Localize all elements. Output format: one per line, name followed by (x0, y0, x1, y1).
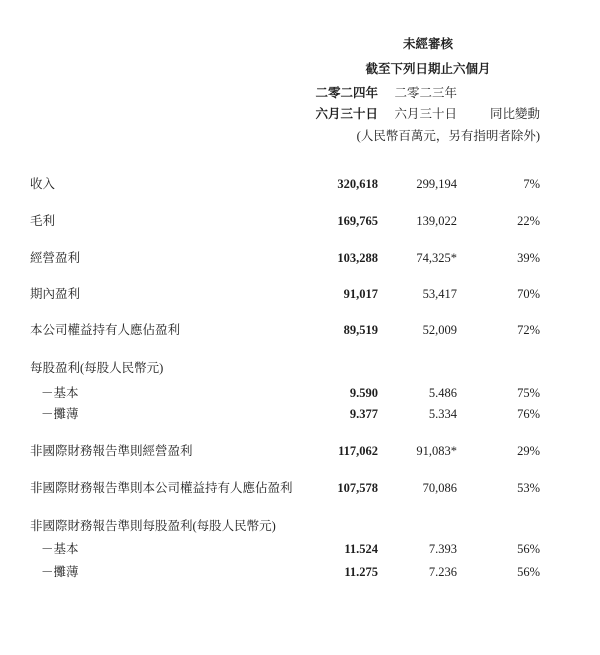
header-spacer (30, 87, 300, 100)
value-2024: 89,519 (343, 323, 378, 337)
table-section-row (30, 520, 540, 533)
value-yoy (457, 520, 540, 533)
table-row (30, 543, 540, 556)
value-2023: 74,325* (416, 251, 457, 265)
table-row (30, 387, 540, 400)
value-yoy (457, 362, 540, 375)
value-2023: 52,009 (422, 323, 457, 337)
row-label: 毛利 (30, 214, 56, 228)
header-row-years (30, 87, 540, 100)
value-2024: 9.377 (349, 407, 378, 421)
table-row (30, 288, 540, 301)
header-year-spacer (457, 87, 540, 100)
value-2023 (378, 362, 457, 375)
value-2023: 7.236 (428, 565, 457, 579)
header-spacer (30, 38, 300, 51)
header-spacer (30, 63, 300, 76)
header-row-unit-note (30, 130, 540, 143)
row-label: －基本 (41, 542, 79, 556)
table-row (30, 482, 540, 495)
section-label: 非國際財務報告準則每股盈利(每股人民幣元) (30, 519, 276, 533)
value-2024: 169,765 (337, 214, 378, 228)
value-yoy: 7% (523, 177, 540, 191)
value-2024: 320,618 (337, 177, 378, 191)
value-yoy: 56% (517, 565, 540, 579)
value-2023: 5.486 (428, 386, 457, 400)
value-yoy: 70% (517, 287, 540, 301)
value-2024: 103,288 (337, 251, 378, 265)
value-2023: 7.393 (428, 542, 457, 556)
header-year-2023: 二零二三年 (394, 86, 457, 100)
value-2023: 91,083* (416, 444, 457, 458)
value-2024 (300, 362, 378, 375)
value-2024: 11.275 (344, 565, 378, 579)
table-row (30, 566, 540, 579)
table-row (30, 324, 540, 337)
value-yoy: 29% (517, 444, 540, 458)
row-label: 非國際財務報告準則本公司權益持有人應佔盈利 (30, 481, 293, 495)
value-2024: 107,578 (337, 481, 378, 495)
value-yoy: 75% (517, 386, 540, 400)
row-label: 本公司權益持有人應佔盈利 (30, 323, 181, 337)
header-year-2024: 二零二四年 (315, 86, 378, 100)
value-2024 (300, 520, 378, 533)
table-row (30, 445, 540, 458)
row-label: 非國際財務報告準則經營盈利 (30, 444, 193, 458)
value-yoy: 76% (517, 407, 540, 421)
header-row-period (30, 63, 540, 76)
value-2023: 5.334 (428, 407, 457, 421)
header-yoy-label: 同比變動 (489, 107, 540, 121)
table-row (30, 408, 540, 421)
header-date-2024: 六月三十日 (315, 107, 378, 121)
value-2023: 53,417 (422, 287, 457, 301)
value-2024: 91,017 (343, 287, 378, 301)
table-row (30, 178, 540, 191)
table-row (30, 215, 540, 228)
header-row-dates (30, 108, 540, 121)
value-yoy: 72% (517, 323, 540, 337)
table-section-row (30, 362, 540, 375)
unit-note: (人民幣百萬元，另有指明者除外) (356, 129, 540, 143)
header-row-unaudited (30, 38, 540, 51)
row-label: 經營盈利 (30, 251, 81, 265)
value-2023: 299,194 (416, 177, 457, 191)
section-label: 每股盈利(每股人民幣元) (30, 361, 164, 375)
value-2023: 139,022 (416, 214, 457, 228)
value-yoy: 56% (517, 542, 540, 556)
row-label: －基本 (41, 386, 79, 400)
row-label: －攤薄 (41, 407, 79, 421)
financial-summary-table (30, 38, 540, 579)
row-label: －攤薄 (41, 565, 79, 579)
value-yoy: 39% (517, 251, 540, 265)
value-yoy: 53% (517, 481, 540, 495)
value-2023 (378, 520, 457, 533)
header-spacer (30, 108, 300, 121)
header-spacer (30, 130, 300, 143)
header-period: 截至下列日期止六個月 (365, 62, 491, 76)
header-date-2023: 六月三十日 (394, 107, 457, 121)
row-label: 期內盈利 (30, 287, 81, 301)
header-unaudited: 未經審核 (402, 37, 453, 51)
value-2024: 9.590 (349, 386, 378, 400)
row-label: 收入 (30, 177, 56, 191)
value-2024: 117,062 (338, 444, 378, 458)
value-yoy: 22% (517, 214, 540, 228)
value-2023: 70,086 (422, 481, 457, 495)
table-row (30, 252, 540, 265)
value-2024: 11.524 (344, 542, 378, 556)
